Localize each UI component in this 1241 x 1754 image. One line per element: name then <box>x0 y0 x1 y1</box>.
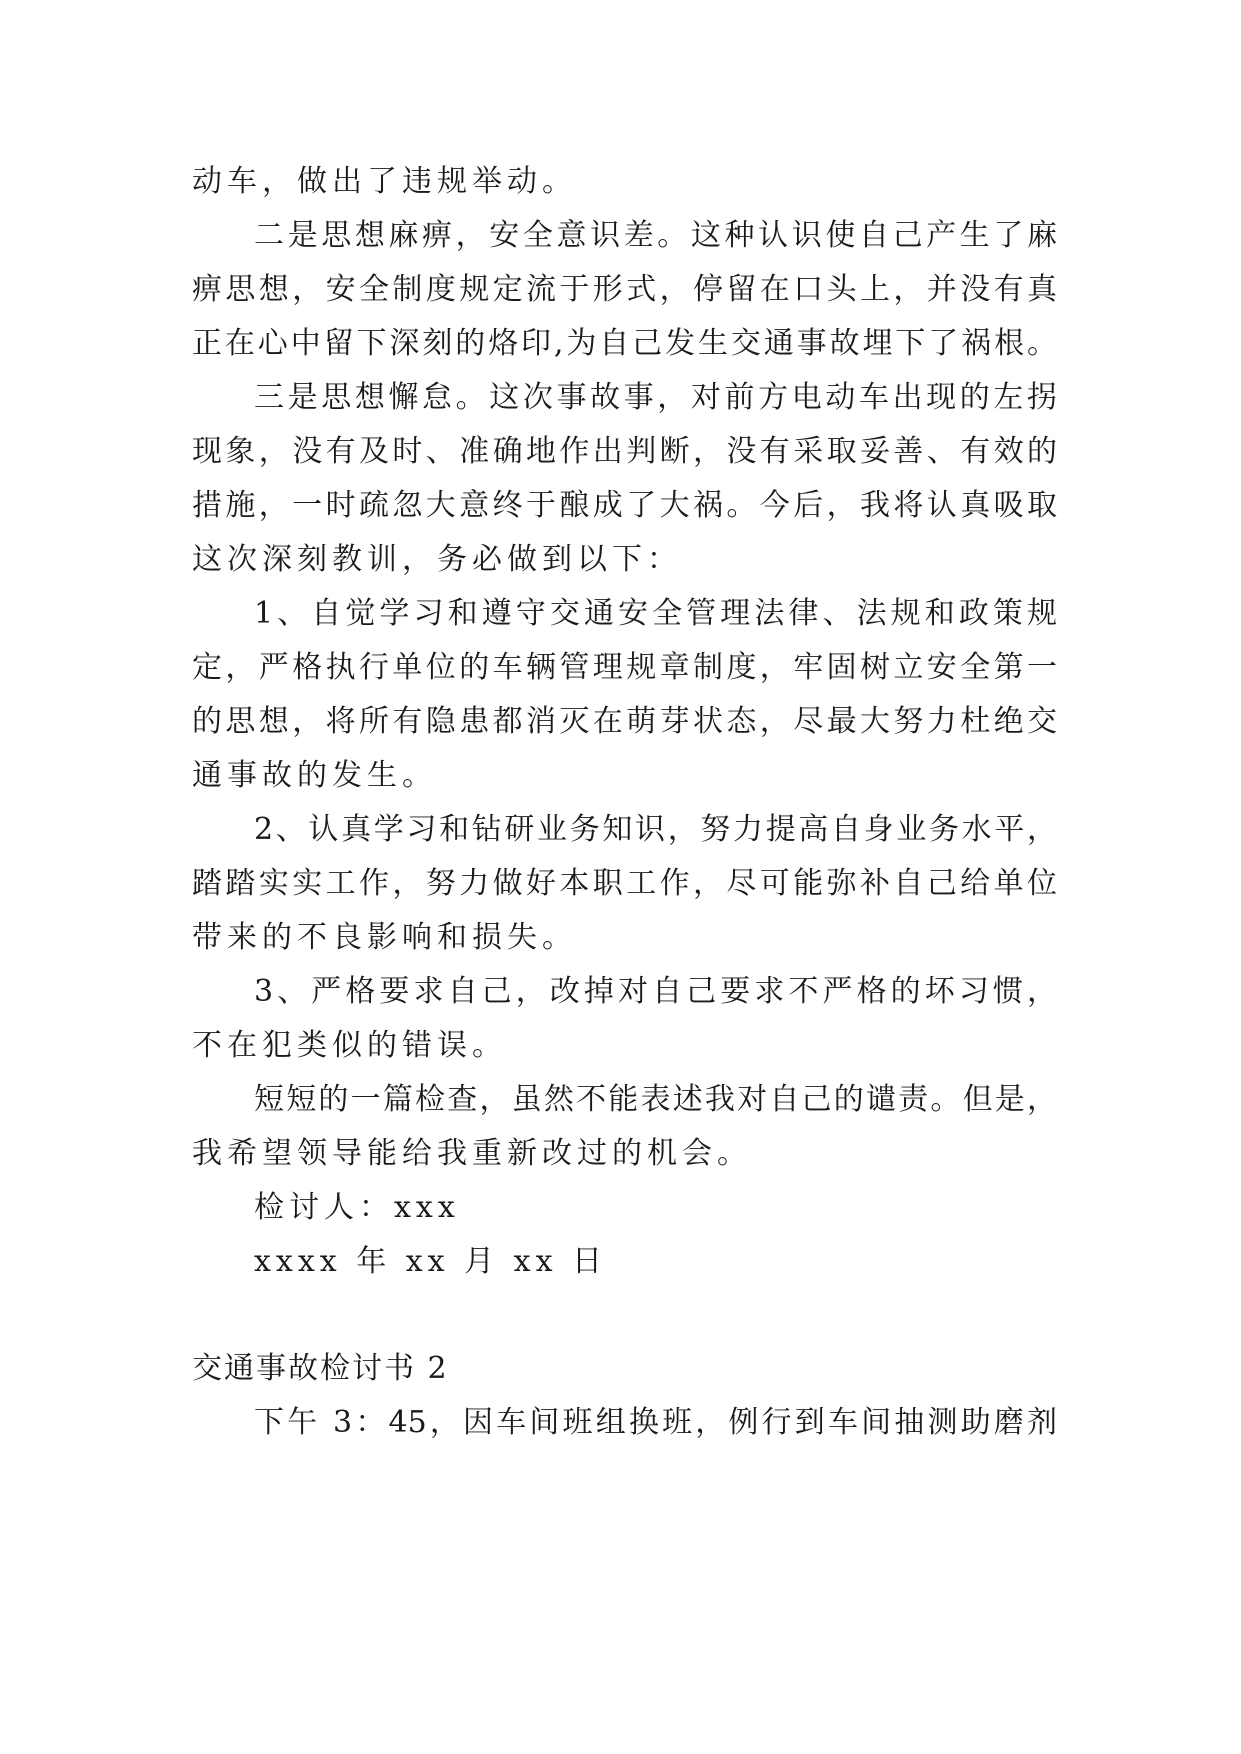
section-title: 交通事故检讨书 2 <box>192 1351 449 1386</box>
paragraph-line: 带来的不良影响和损失。 <box>192 920 577 955</box>
document-body <box>192 155 1057 1450</box>
paragraph-line: 措施，一时疏忽大意终于酿成了大祸。今后，我将认真吸取 <box>192 488 1057 523</box>
paragraph-line: 踏踏实实工作，努力做好本职工作，尽可能弥补自己给单位 <box>192 866 1057 901</box>
paragraph-line: 短短的一篇检查，虽然不能表述我对自己的谴责。但是， <box>254 1082 1057 1117</box>
paragraph-line: 2、认真学习和钻研业务知识，努力提高自身业务水平， <box>254 812 1057 847</box>
paragraph-line: 不在犯类似的错误。 <box>192 1028 507 1063</box>
signature-line: 检讨人：xxx <box>254 1190 460 1225</box>
paragraph-line: 3、严格要求自己，改掉对自己要求不严格的坏习惯， <box>254 974 1057 1009</box>
paragraph-line: 我希望领导能给我重新改过的机会。 <box>192 1136 752 1171</box>
paragraph-line: 这次深刻教训，务必做到以下： <box>192 542 682 577</box>
paragraph-line: 现象，没有及时、准确地作出判断，没有采取妥善、有效的 <box>192 434 1057 469</box>
paragraph-line: 动车，做出了违规举动。 <box>192 164 577 199</box>
paragraph-line: 的思想，将所有隐患都消灭在萌芽状态，尽最大努力杜绝交 <box>192 704 1057 739</box>
paragraph-line: 定，严格执行单位的车辆管理规章制度，牢固树立安全第一 <box>192 650 1057 685</box>
paragraph-line: 1、自觉学习和遵守交通安全管理法律、法规和政策规 <box>254 596 1057 631</box>
paragraph-line: 通事故的发生。 <box>192 758 437 793</box>
paragraph-line: 二是思想麻痹，安全意识差。这种认识使自己产生了麻 <box>254 218 1057 253</box>
section-gap <box>192 1289 1057 1342</box>
paragraph-line: 正在心中留下深刻的烙印,为自己发生交通事故埋下了祸根。 <box>192 326 1057 361</box>
paragraph-line: 三是思想懈怠。这次事故事，对前方电动车出现的左拐 <box>254 380 1057 415</box>
date-line: xxxx 年 xx 月 xx 日 <box>254 1244 608 1279</box>
paragraph-line: 痹思想，安全制度规定流于形式，停留在口头上，并没有真 <box>192 272 1057 307</box>
paragraph-line: 下午 3：45，因车间班组换班，例行到车间抽测助磨剂 <box>254 1405 1057 1440</box>
